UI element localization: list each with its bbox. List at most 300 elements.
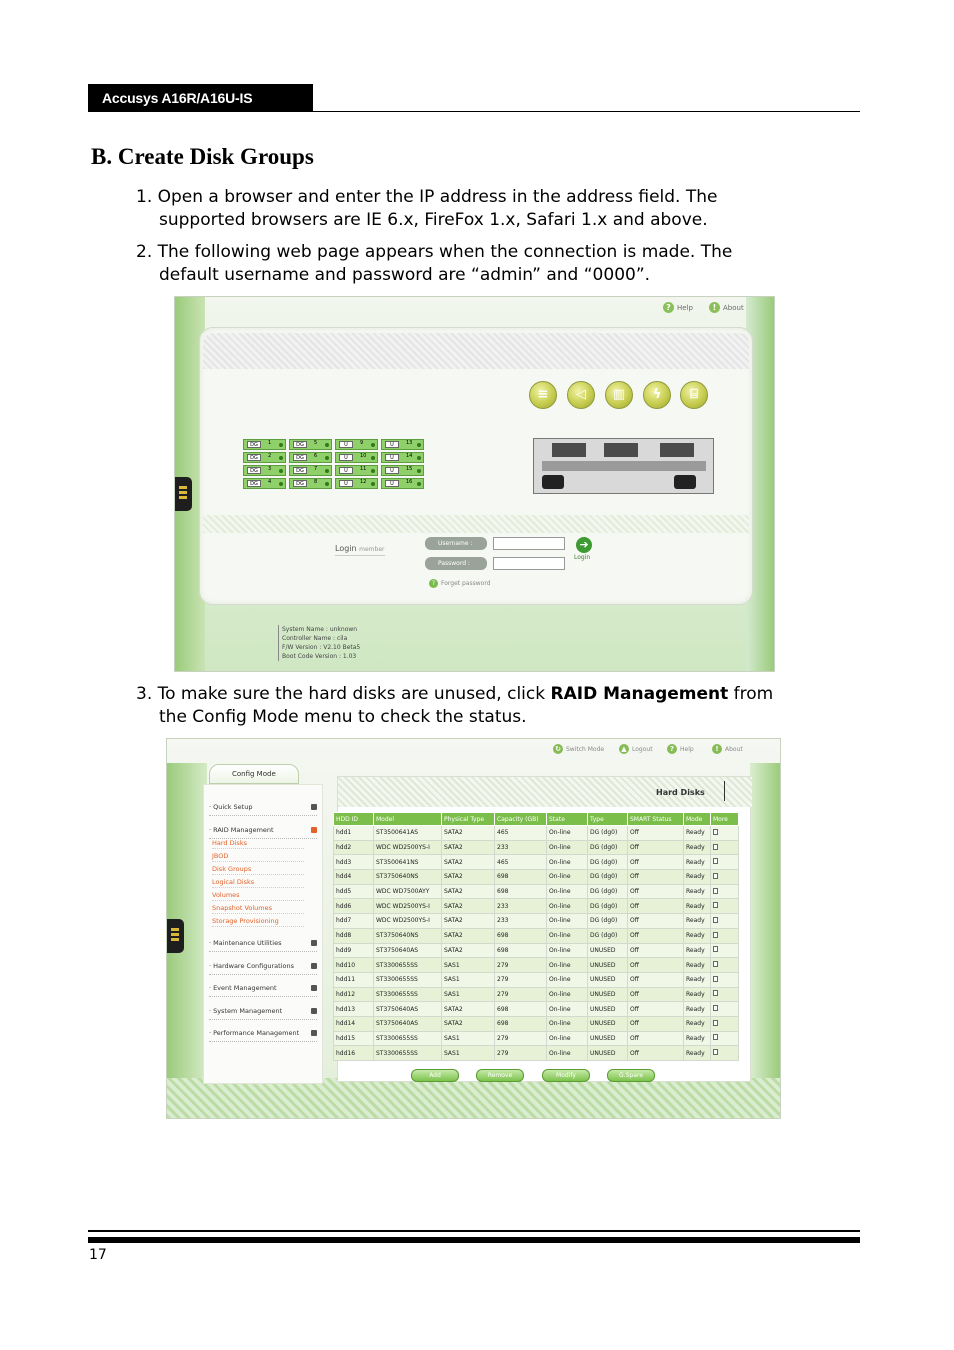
- slot-label: DG: [293, 441, 307, 448]
- modify-button[interactable]: Modify: [542, 1069, 590, 1082]
- expand-icon: [311, 963, 317, 969]
- details-page-icon[interactable]: [713, 932, 718, 938]
- table-cell: WDC WD2500YS-I: [374, 899, 442, 914]
- table-cell: SATA2: [442, 840, 495, 855]
- table-cell: Ready: [684, 870, 711, 885]
- slot-number: 16: [406, 479, 413, 485]
- table-cell: hdd1: [334, 826, 374, 841]
- table-cell: Ready: [684, 899, 711, 914]
- status-led-icon: [371, 443, 375, 447]
- disk-slot[interactable]: [381, 465, 424, 476]
- slot-label: U: [339, 454, 353, 461]
- table-cell: 698: [495, 1002, 547, 1017]
- table-cell: Ready: [684, 972, 711, 987]
- table-cell: On-line: [547, 943, 588, 958]
- disk-slot[interactable]: [289, 465, 332, 476]
- table-cell: SAS1: [442, 972, 495, 987]
- details-page-icon[interactable]: [713, 1005, 718, 1011]
- table-cell: hdd12: [334, 987, 374, 1002]
- table-cell: SATA2: [442, 1016, 495, 1031]
- table-cell: UNUSED: [588, 958, 628, 973]
- table-cell: hdd13: [334, 1002, 374, 1017]
- details-page-icon[interactable]: [713, 1049, 718, 1055]
- table-cell: hdd16: [334, 1046, 374, 1061]
- table-row[interactable]: [334, 958, 739, 973]
- gspare-button[interactable]: G.Spare: [607, 1069, 655, 1082]
- table-cell: Off: [628, 1016, 684, 1031]
- table-cell: SATA2: [442, 855, 495, 870]
- speaker-icon[interactable]: ◁: [567, 381, 595, 409]
- more-cell[interactable]: [711, 1046, 739, 1061]
- table-row[interactable]: [334, 840, 739, 855]
- table-cell: hdd2: [334, 840, 374, 855]
- help-icon: ?: [663, 302, 674, 313]
- table-cell: ST3300655SS: [374, 1031, 442, 1046]
- status-led-icon: [417, 482, 421, 486]
- table-cell: Off: [628, 928, 684, 943]
- table-cell: Ready: [684, 1002, 711, 1017]
- header-product-tab: [88, 84, 313, 112]
- table-cell: DG (dg0): [588, 870, 628, 885]
- status-led-icon: [325, 456, 329, 460]
- table-row[interactable]: [334, 928, 739, 943]
- more-cell[interactable]: [711, 1016, 739, 1031]
- expand-icon: [311, 985, 317, 991]
- column-header: More: [711, 813, 739, 826]
- column-header: Capacity (GB): [495, 813, 547, 826]
- table-cell: UNUSED: [588, 972, 628, 987]
- status-led-icon: [325, 443, 329, 447]
- switch-mode-link[interactable]: ↻ Switch Mode: [553, 744, 604, 754]
- table-cell: SAS1: [442, 987, 495, 1002]
- table-cell: On-line: [547, 972, 588, 987]
- column-header: Model: [374, 813, 442, 826]
- disk-slot[interactable]: [289, 452, 332, 463]
- database-icon[interactable]: ⌸: [680, 381, 708, 409]
- table-cell: Ready: [684, 855, 711, 870]
- step-3: 3. To make sure the hard disks are unused, click RAID Management from the Config Mode menu to check the status.: [136, 684, 774, 727]
- more-cell[interactable]: [711, 987, 739, 1002]
- status-led-icon: [417, 443, 421, 447]
- table-cell: On-line: [547, 826, 588, 841]
- menu-volumes[interactable]: Volumes: [212, 891, 304, 901]
- table-cell: hdd3: [334, 855, 374, 870]
- logout-icon: ▲: [619, 744, 629, 754]
- table-cell: 233: [495, 840, 547, 855]
- disk-slot[interactable]: [289, 439, 332, 450]
- table-cell: ST3750640AS: [374, 1002, 442, 1017]
- table-cell: SATA2: [442, 914, 495, 929]
- table-header: [334, 813, 739, 826]
- column-header: State: [547, 813, 588, 826]
- menu-quick-setup[interactable]: · Quick Setup: [209, 803, 317, 816]
- table-cell: UNUSED: [588, 1046, 628, 1061]
- menu-storage-provisioning[interactable]: Storage Provisioning: [212, 917, 304, 927]
- login-button[interactable]: Login: [574, 554, 591, 561]
- more-cell[interactable]: [711, 840, 739, 855]
- slot-label: U: [385, 480, 399, 487]
- table-cell: On-line: [547, 1016, 588, 1031]
- disk-slot[interactable]: [381, 452, 424, 463]
- table-cell: ST3300655SS: [374, 987, 442, 1002]
- table-cell: SATA2: [442, 943, 495, 958]
- table-cell: On-line: [547, 855, 588, 870]
- step-1-line2: supported browsers are IE 6.x, FireFox 1.x, Safari 1.x and above.: [159, 210, 708, 230]
- more-cell[interactable]: [711, 855, 739, 870]
- more-cell[interactable]: [711, 958, 739, 973]
- slot-label: DG: [247, 467, 261, 474]
- menu-maintenance[interactable]: · Maintenance Utilities: [209, 939, 317, 952]
- table-cell: hdd15: [334, 1031, 374, 1046]
- details-page-icon[interactable]: [713, 1020, 718, 1026]
- menu-disk-groups[interactable]: Disk Groups: [212, 865, 304, 875]
- table-row[interactable]: [334, 914, 739, 929]
- header-rule: [313, 111, 860, 112]
- about-link-2[interactable]: ! About: [712, 744, 743, 754]
- menu-system[interactable]: · System Management: [209, 1007, 317, 1020]
- table-cell: SATA2: [442, 870, 495, 885]
- document-icon[interactable]: ≡: [529, 381, 557, 409]
- table-cell: hdd7: [334, 914, 374, 929]
- table-cell: Ready: [684, 1031, 711, 1046]
- table-cell: SATA2: [442, 1002, 495, 1017]
- table-cell: 279: [495, 958, 547, 973]
- table-cell: UNUSED: [588, 1016, 628, 1031]
- more-cell[interactable]: [711, 928, 739, 943]
- footer-rule-thick: [88, 1237, 860, 1243]
- header-product: Accusys A16R/A16U-IS: [102, 90, 253, 106]
- more-cell[interactable]: [711, 914, 739, 929]
- help-icon: ?: [667, 744, 677, 754]
- disk-slot[interactable]: [243, 452, 286, 463]
- details-page-icon[interactable]: [713, 961, 718, 967]
- table-cell: Off: [628, 943, 684, 958]
- table-cell: On-line: [547, 987, 588, 1002]
- details-page-icon[interactable]: [713, 976, 718, 982]
- table-cell: 279: [495, 1031, 547, 1046]
- details-page-icon[interactable]: [713, 946, 718, 952]
- table-cell: Ready: [684, 826, 711, 841]
- table-cell: DG (dg0): [588, 914, 628, 929]
- slot-label: U: [385, 441, 399, 448]
- side-panel-toggle[interactable]: [175, 477, 192, 511]
- table-cell: 698: [495, 943, 547, 958]
- table-cell: Ready: [684, 914, 711, 929]
- table-cell: SAS1: [442, 958, 495, 973]
- table-cell: On-line: [547, 928, 588, 943]
- menu-logical-disks[interactable]: Logical Disks: [212, 878, 304, 888]
- slot-number: 9: [360, 440, 364, 446]
- status-led-icon: [417, 469, 421, 473]
- table-row[interactable]: [334, 870, 739, 885]
- table-row[interactable]: [334, 855, 739, 870]
- info-icon: !: [709, 302, 720, 313]
- table-cell: On-line: [547, 1046, 588, 1061]
- table-cell: On-line: [547, 914, 588, 929]
- menu-raid-management[interactable]: · RAID Management: [209, 826, 317, 839]
- disk-slot[interactable]: [335, 478, 378, 489]
- status-led-icon: [417, 456, 421, 460]
- table-cell: UNUSED: [588, 1002, 628, 1017]
- slot-number: 2: [268, 453, 272, 459]
- table-cell: On-line: [547, 1031, 588, 1046]
- table-cell: ST3750640NS: [374, 870, 442, 885]
- table-cell: Ready: [684, 943, 711, 958]
- table-cell: Ready: [684, 928, 711, 943]
- slot-label: U: [339, 467, 353, 474]
- table-cell: ST3300655SS: [374, 958, 442, 973]
- table-cell: WDC WD2500YS-I: [374, 914, 442, 929]
- table-cell: SAS1: [442, 1031, 495, 1046]
- table-cell: SATA2: [442, 899, 495, 914]
- table-cell: 698: [495, 1016, 547, 1031]
- table-row[interactable]: [334, 943, 739, 958]
- username-label: Username :: [425, 537, 487, 550]
- disk-slot[interactable]: [243, 439, 286, 450]
- table-cell: On-line: [547, 870, 588, 885]
- config-screenshot: [166, 738, 781, 1119]
- table-cell: hdd14: [334, 1016, 374, 1031]
- column-header: Physical Type: [442, 813, 495, 826]
- table-row[interactable]: [334, 1046, 739, 1061]
- forgot-password-link[interactable]: ? Forget password: [429, 579, 491, 588]
- disk-slot[interactable]: [335, 452, 378, 463]
- table-cell: 698: [495, 884, 547, 899]
- table-cell: WDC WD7500AYY: [374, 884, 442, 899]
- table-cell: On-line: [547, 899, 588, 914]
- more-cell[interactable]: [711, 943, 739, 958]
- page-number: 17: [89, 1247, 107, 1263]
- table-cell: Off: [628, 1031, 684, 1046]
- slot-label: U: [385, 467, 399, 474]
- slot-label: DG: [247, 480, 261, 487]
- help-link-2[interactable]: ? Help: [667, 744, 694, 754]
- table-row[interactable]: [334, 987, 739, 1002]
- table-cell: 465: [495, 855, 547, 870]
- table-cell: Off: [628, 855, 684, 870]
- about-link[interactable]: ! About: [709, 302, 744, 313]
- status-led-icon: [279, 443, 283, 447]
- disk-slot[interactable]: [381, 439, 424, 450]
- table-cell: UNUSED: [588, 987, 628, 1002]
- more-cell[interactable]: [711, 870, 739, 885]
- tab-config-mode[interactable]: Config Mode: [209, 764, 299, 784]
- disk-slot[interactable]: [335, 439, 378, 450]
- table-cell: Off: [628, 914, 684, 929]
- status-led-icon: [371, 469, 375, 473]
- status-led-icon: [325, 482, 329, 486]
- slot-label: U: [339, 441, 353, 448]
- table-cell: Off: [628, 958, 684, 973]
- table-cell: UNUSED: [588, 943, 628, 958]
- help-link[interactable]: ? Help: [663, 302, 693, 313]
- details-page-icon[interactable]: [713, 888, 718, 894]
- system-info: System Name : unknown Controller Name : cila F/W Version : V2.10 Beta5 Boot Code Version : 1.03: [278, 625, 360, 661]
- menu-hard-disks[interactable]: Hard Disks: [212, 839, 304, 849]
- disk-slot[interactable]: [243, 478, 286, 489]
- expand-icon: [311, 804, 317, 810]
- table-row[interactable]: [334, 826, 739, 841]
- table-cell: Ready: [684, 1016, 711, 1031]
- slot-number: 11: [360, 466, 367, 472]
- table-row[interactable]: [334, 899, 739, 914]
- table-cell: 698: [495, 928, 547, 943]
- section-title: B. Create Disk Groups: [91, 144, 314, 169]
- more-cell[interactable]: [711, 884, 739, 899]
- table-cell: Off: [628, 840, 684, 855]
- expand-icon: [311, 940, 317, 946]
- table-cell: ST3300655SS: [374, 1046, 442, 1061]
- table-cell: SATA2: [442, 884, 495, 899]
- table-cell: Off: [628, 899, 684, 914]
- table-row[interactable]: [334, 972, 739, 987]
- slot-number: 14: [406, 453, 413, 459]
- details-page-icon[interactable]: [713, 917, 718, 923]
- table-cell: On-line: [547, 840, 588, 855]
- step-1-line1: 1. Open a browser and enter the IP address in the address field. The: [136, 187, 718, 207]
- details-page-icon[interactable]: [713, 858, 718, 864]
- slot-label: U: [339, 480, 353, 487]
- more-cell[interactable]: [711, 1002, 739, 1017]
- username-input[interactable]: [493, 537, 565, 550]
- slot-number: 6: [314, 453, 318, 459]
- chassis-rear-image: [533, 438, 714, 494]
- table-cell: hdd11: [334, 972, 374, 987]
- disk-slot[interactable]: [243, 465, 286, 476]
- table-cell: 698: [495, 870, 547, 885]
- table-cell: Ready: [684, 884, 711, 899]
- disk-slot[interactable]: [289, 478, 332, 489]
- table-cell: 233: [495, 899, 547, 914]
- disk-slot[interactable]: [335, 465, 378, 476]
- details-page-icon[interactable]: [713, 873, 718, 879]
- table-cell: SATA2: [442, 928, 495, 943]
- disk-slot[interactable]: [381, 478, 424, 489]
- hard-disks-table: [333, 812, 739, 1061]
- table-cell: DG (dg0): [588, 928, 628, 943]
- details-page-icon[interactable]: [713, 990, 718, 996]
- password-label: Password :: [425, 557, 487, 570]
- table-cell: hdd4: [334, 870, 374, 885]
- table-row[interactable]: [334, 884, 739, 899]
- column-header: Type: [588, 813, 628, 826]
- slot-label: DG: [247, 454, 261, 461]
- step-1: [136, 186, 717, 232]
- menu-event[interactable]: · Event Management: [209, 984, 317, 997]
- slot-number: 4: [268, 479, 272, 485]
- password-input[interactable]: [493, 557, 565, 570]
- login-screenshot: [174, 296, 775, 672]
- table-cell: Ready: [684, 1046, 711, 1061]
- status-led-icon: [279, 456, 283, 460]
- table-cell: ST3750640AS: [374, 1016, 442, 1031]
- step-2-line2: default username and password are “admin” and “0000”.: [159, 265, 651, 285]
- slot-number: 7: [314, 466, 318, 472]
- step-2-line1: 2. The following web page appears when the connection is made. The: [136, 242, 733, 262]
- table-cell: DG (dg0): [588, 899, 628, 914]
- table-cell: On-line: [547, 958, 588, 973]
- slot-number: 15: [406, 466, 413, 472]
- table-row[interactable]: [334, 1031, 739, 1046]
- menu-hardware[interactable]: · Hardware Configurations: [209, 962, 317, 975]
- add-button[interactable]: Add: [411, 1069, 459, 1082]
- table-cell: DG (dg0): [588, 884, 628, 899]
- table-cell: 465: [495, 826, 547, 841]
- slot-number: 12: [360, 479, 367, 485]
- disk-slot-grid: [243, 439, 423, 490]
- table-cell: DG (dg0): [588, 826, 628, 841]
- status-led-icon: [371, 456, 375, 460]
- column-header: SMART Status: [628, 813, 684, 826]
- table-cell: Ready: [684, 840, 711, 855]
- details-page-icon[interactable]: [713, 902, 718, 908]
- slot-number: 5: [314, 440, 318, 446]
- column-header: HDD ID: [334, 813, 374, 826]
- expand-icon: [311, 1008, 317, 1014]
- slot-label: U: [385, 454, 399, 461]
- panel-title: Hard Disks: [656, 788, 705, 797]
- slot-number: 1: [268, 440, 272, 446]
- table-cell: ST3300655SS: [374, 972, 442, 987]
- table-cell: 279: [495, 972, 547, 987]
- table-cell: Off: [628, 1002, 684, 1017]
- table-row[interactable]: [334, 1002, 739, 1017]
- more-cell[interactable]: [711, 826, 739, 841]
- raid-management-term: RAID Management: [550, 684, 729, 704]
- table-cell: 279: [495, 987, 547, 1002]
- table-cell: Off: [628, 826, 684, 841]
- details-page-icon[interactable]: [713, 829, 718, 835]
- details-page-icon[interactable]: [713, 844, 718, 850]
- more-cell[interactable]: [711, 899, 739, 914]
- table-cell: hdd10: [334, 958, 374, 973]
- column-header: Mode: [684, 813, 711, 826]
- slot-label: DG: [293, 454, 307, 461]
- table-cell: Ready: [684, 987, 711, 1002]
- lightning-icon[interactable]: ϟ: [643, 381, 671, 409]
- table-cell: UNUSED: [588, 1031, 628, 1046]
- remove-button[interactable]: Remove: [476, 1069, 524, 1082]
- footer-rule-thin: [88, 1230, 860, 1232]
- table-cell: Off: [628, 870, 684, 885]
- slot-number: 10: [360, 453, 367, 459]
- disk-info-icon[interactable]: ▥: [605, 381, 633, 409]
- table-cell: SATA2: [442, 826, 495, 841]
- table-cell: Off: [628, 987, 684, 1002]
- side-panel-toggle-2[interactable]: [167, 919, 184, 953]
- status-led-icon: [325, 469, 329, 473]
- slot-label: DG: [293, 480, 307, 487]
- menu-snapshot-volumes[interactable]: Snapshot Volumes: [212, 904, 304, 914]
- menu-jbod[interactable]: JBOD: [212, 852, 304, 862]
- login-arrow-icon[interactable]: ➔: [576, 537, 592, 553]
- table-cell: ST3750640NS: [374, 928, 442, 943]
- more-cell[interactable]: [711, 1031, 739, 1046]
- details-page-icon[interactable]: [713, 1034, 718, 1040]
- menu-performance[interactable]: · Performance Management: [209, 1029, 317, 1042]
- info-icon: !: [712, 744, 722, 754]
- status-led-icon: [279, 482, 283, 486]
- expand-icon: [311, 827, 317, 833]
- more-cell[interactable]: [711, 972, 739, 987]
- logout-link[interactable]: ▲ Logout: [619, 744, 653, 754]
- table-row[interactable]: [334, 1016, 739, 1031]
- table-cell: hdd8: [334, 928, 374, 943]
- table-cell: On-line: [547, 1002, 588, 1017]
- table-cell: hdd9: [334, 943, 374, 958]
- table-cell: DG (dg0): [588, 855, 628, 870]
- slot-label: DG: [293, 467, 307, 474]
